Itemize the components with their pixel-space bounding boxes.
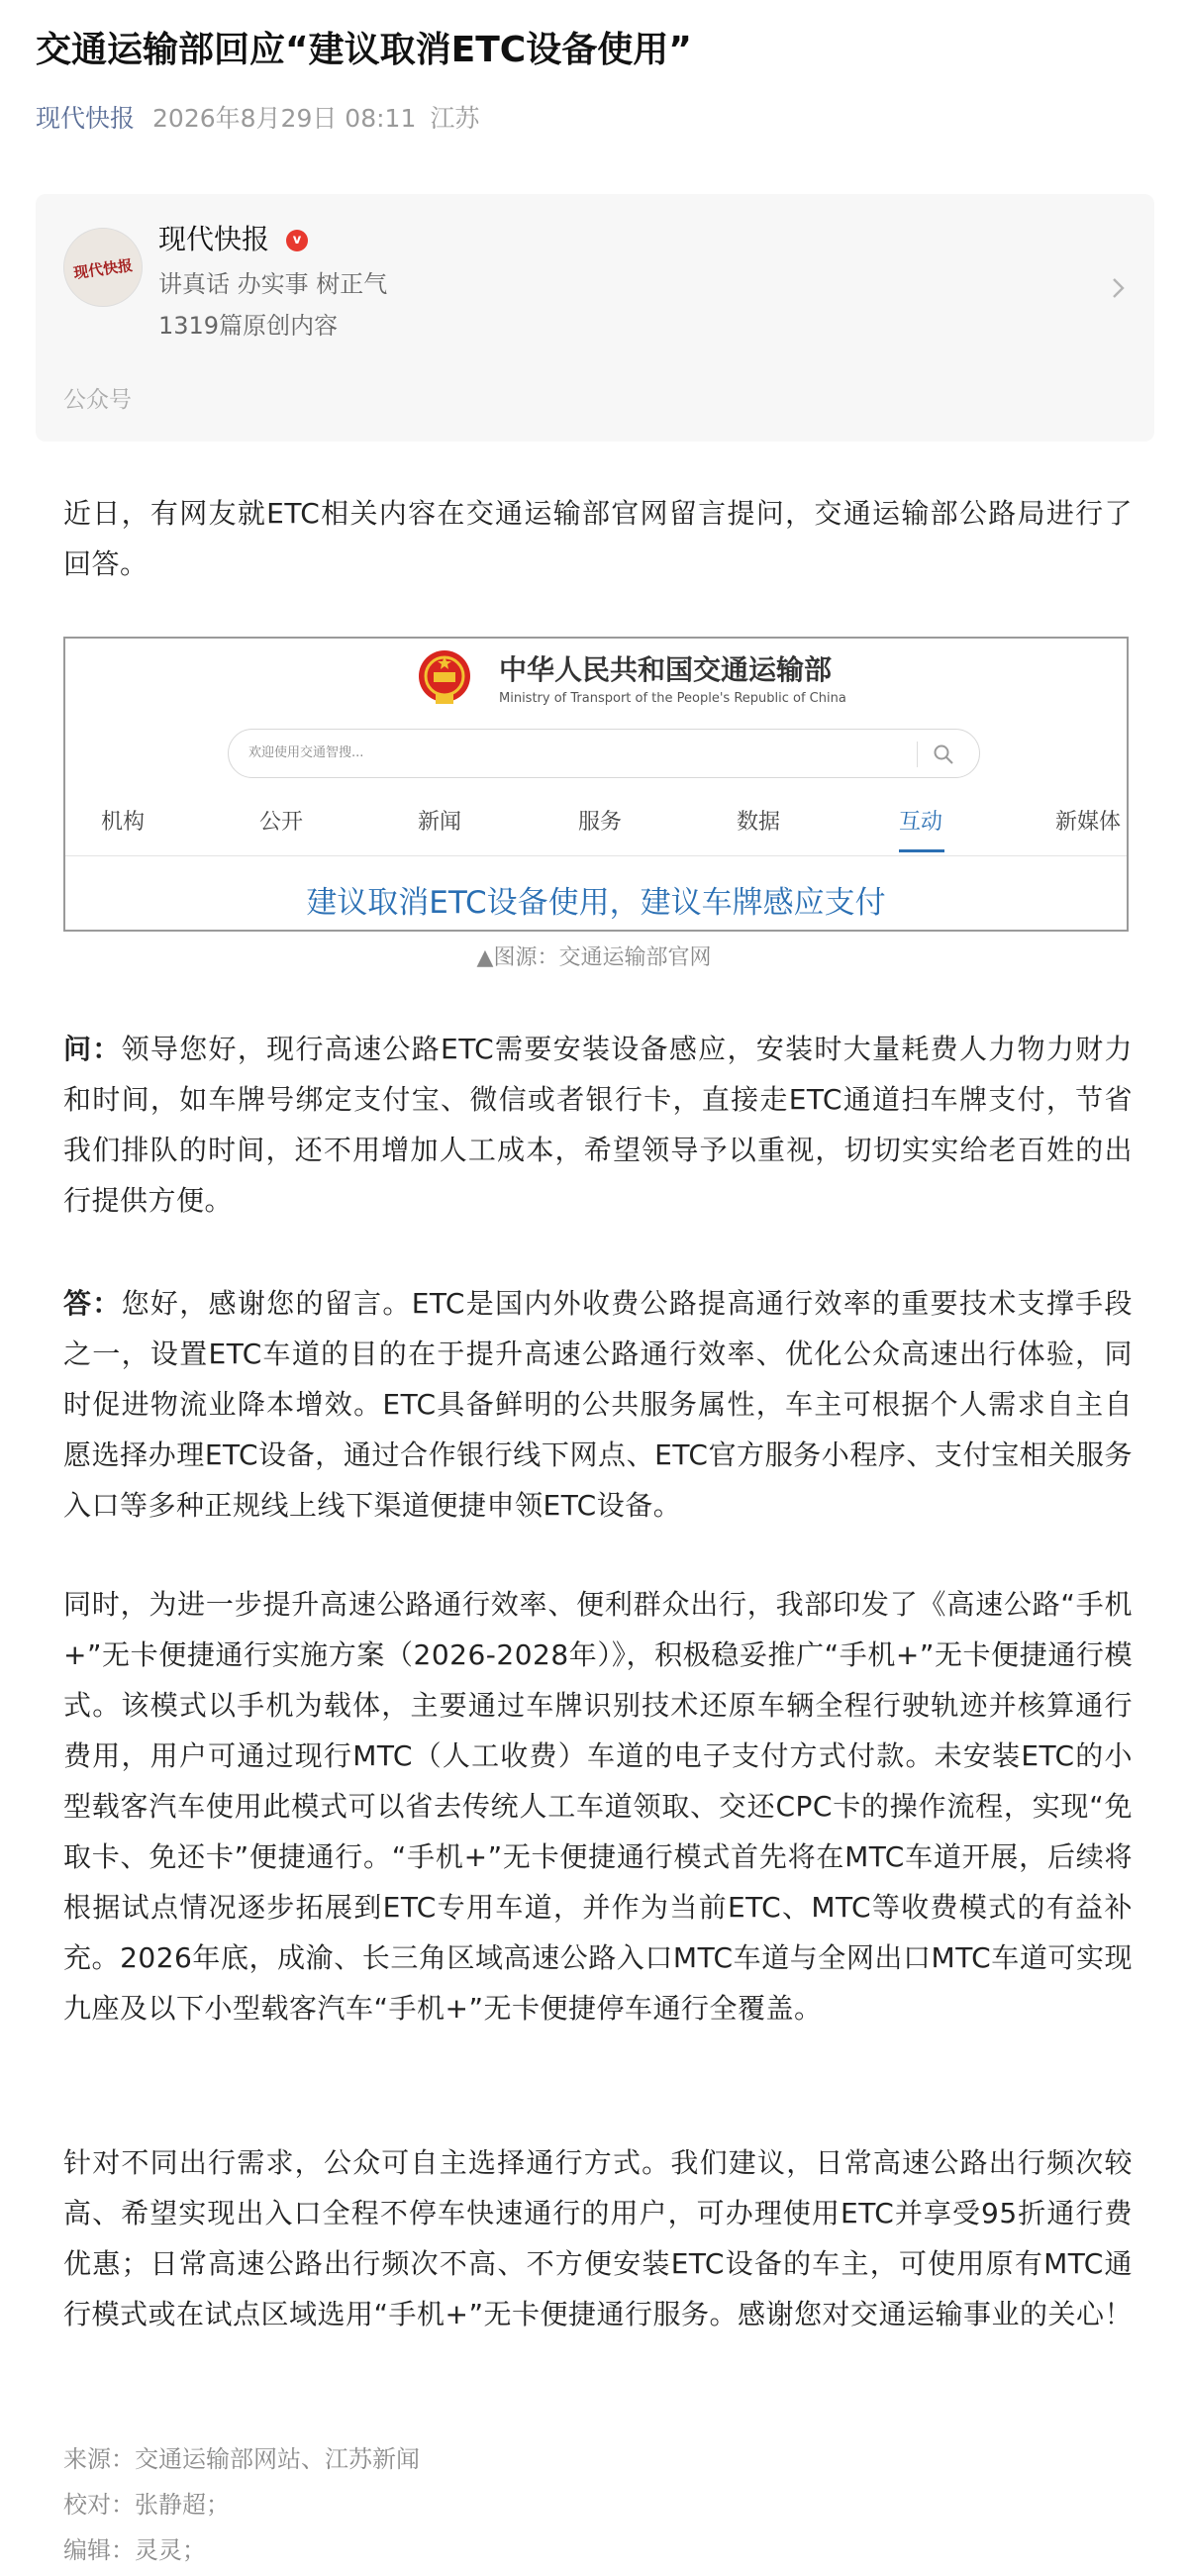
ministry-search-input[interactable]: [228, 729, 980, 778]
nav-item-jigou[interactable]: 机构: [101, 810, 146, 835]
avatar-logo-icon: [64, 229, 142, 306]
search-icon[interactable]: [932, 743, 955, 766]
ministry-nav: [65, 805, 1127, 844]
article-title: 交通运输部回应“建议取消ETC设备使用”: [36, 30, 692, 70]
nav-item-xinwen[interactable]: 新闻: [418, 810, 462, 835]
nav-item-hudong[interactable]: 互动: [899, 810, 943, 835]
nav-item-shuju[interactable]: 数据: [737, 810, 781, 835]
account-avatar[interactable]: [63, 228, 143, 307]
figure-headline: 建议取消ETC设备使用，建议车牌感应支付: [306, 885, 886, 921]
active-nav-underline: [899, 849, 944, 852]
nav-divider: [65, 855, 1127, 856]
ministry-name-en: Ministry of Transport of the People's Republic of China: [499, 691, 846, 706]
account-type-label: 公众号: [63, 387, 132, 413]
verified-icon: v: [286, 230, 308, 251]
footer-proofread: 校对：张静超；: [63, 2491, 230, 2519]
nav-item-gongkai[interactable]: 公开: [259, 810, 304, 835]
meta-source-link[interactable]: 现代快报: [36, 104, 136, 133]
nav-item-fuwu[interactable]: 服务: [578, 810, 623, 835]
article-meta: [36, 99, 479, 139]
search-divider: [917, 742, 918, 767]
article-image: [63, 637, 1129, 932]
answer-paragraph: [63, 1278, 1133, 1531]
search-placeholder: 欢迎使用交通智搜...: [248, 745, 364, 760]
account-article-count: 1319篇原创内容: [158, 312, 339, 340]
nav-item-xinmeiti[interactable]: 新媒体: [1055, 810, 1122, 835]
footer-source: 来源：交通运输部网站、江苏新闻: [63, 2445, 420, 2473]
ministry-name-cn: 中华人民共和国交通运输部: [499, 653, 833, 686]
image-caption: ▲图源：交通运输部官网: [476, 945, 712, 970]
svg-text:现代快报: 现代快报: [72, 255, 135, 283]
account-slogan: 讲真话 办实事 树正气: [158, 270, 388, 298]
question-paragraph: [63, 1024, 1133, 1226]
meta-location: 江苏: [430, 104, 480, 133]
answer-label: 答：: [63, 1287, 122, 1320]
intro-paragraph: 近日，有网友就ETC相关内容在交通运输部官网留言提问，交通运输部公路局进行了回答。: [63, 497, 1133, 580]
answer-text: 您好，感谢您的留言。ETC是国内外收费公路提高通行效率的重要技术支撑手段之一，设置ETC车道的目的在于提升高速公路通行效率、优化公众高速出行体验，同时促进物流业降本增效。ETC具备鲜明的公共服务属性，车主可根据个人需求自主自愿选择办理ETC设备，通过合作银行线下网点、ETC官方服务小程序、支付宝相关服务入口等多种正规线上线下渠道便捷申领ETC设备。: [63, 1287, 1133, 1522]
question-label: 问：: [63, 1033, 122, 1065]
question-text: 领导您好，现行高速公路ETC需要安装设备感应，安装时大量耗费人力物力财力和时间，如车牌号绑定支付宝、微信或者银行卡，直接走ETC通道扫车牌支付，节省我们排队的时间，还不用增加人工成本，希望领导予以重视，切切实实给老百姓的出行提供方便。: [63, 1033, 1133, 1217]
account-card[interactable]: [36, 194, 1154, 442]
meta-date: 2026年8月29日 08:11: [152, 104, 417, 133]
account-name[interactable]: 现代快报: [158, 223, 270, 255]
footer-editor: 编辑：灵灵；: [63, 2536, 206, 2564]
national-emblem-icon: [416, 646, 473, 708]
advice-paragraph: 针对不同出行需求，公众可自主选择通行方式。我们建议，日常高速公路出行频次较高、希望实现出入口全程不停车快速通行的用户，可办理使用ETC并享受95折通行费优惠；日常高速公路出行频次不高、不方便安装ETC设备的车主，可使用原有MTC通行模式或在试点区域选用“手机+”无卡便捷通行服务。感谢您对交通运输事业的关心！: [63, 2146, 1133, 2330]
policy-paragraph: 同时，为进一步提升高速公路通行效率、便利群众出行，我部印发了《高速公路“手机+”无卡便捷通行实施方案（2026-2028年）》，积极稳妥推广“手机+”无卡便捷通行模式。该模式以手机为载体，主要通过车牌识别技术还原车辆全程行驶轨迹并核算通行费用，用户可通过现行MTC（人工收费）车道的电子支付方式付款。未安装ETC的小型载客汽车使用此模式可以省去传统人工车道领取、交还CPC卡的操作流程，实现“免取卡、免还卡”便捷通行。“手机+”无卡便捷通行模式首先将在MTC车道开展，后续将根据试点情况逐步拓展到ETC专用车道，并作为当前ETC、MTC等收费模式的有益补充。2026年底，成渝、长三角区域高速公路入口MTC车道与全网出口MTC车道可实现九座及以下小型载客汽车“手机+”无卡便捷停车通行全覆盖。: [63, 1588, 1133, 2025]
chevron-right-icon[interactable]: [1109, 273, 1129, 303]
